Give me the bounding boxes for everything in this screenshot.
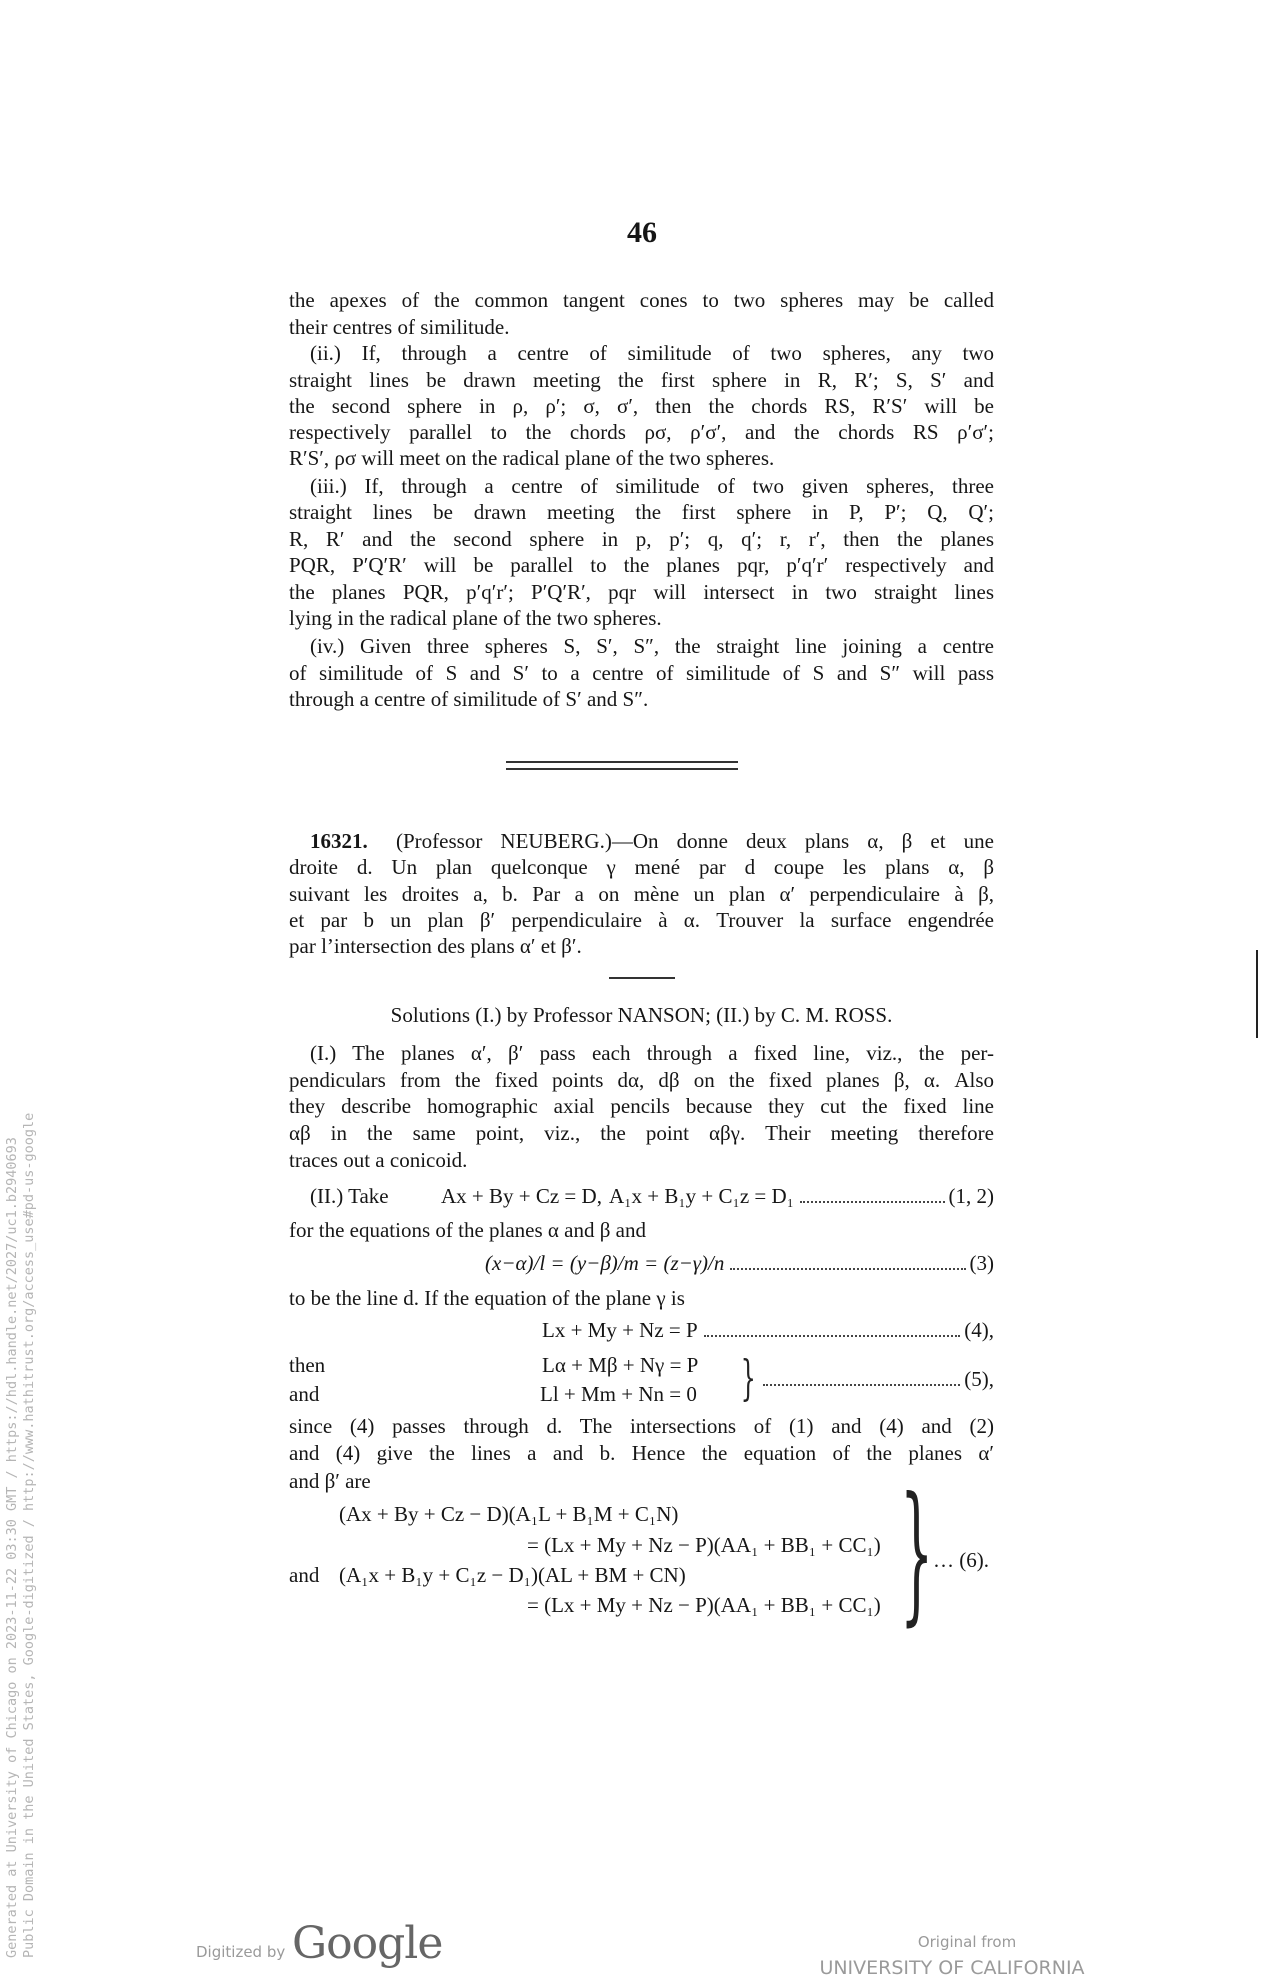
equation-4: Lx + My + Nz = P [542,1318,698,1342]
text-line: and β′ are [289,1469,371,1493]
text-line: R, R′ and the second sphere in p, p′; q, q′; r, r′, then the planes [289,527,994,551]
text-line: through a centre of similitude of S′ and S″. [289,687,649,711]
equation-label: … (6). [933,1548,989,1572]
text-line: αβ in the same point, viz., the point αβγ. Their meeting therefore [289,1121,994,1145]
equation-6b: = (Lx + My + Nz − P)(AA₁ + BB₁ + CC₁) [527,1533,881,1557]
equation-label: (4), [964,1318,994,1342]
text-line: straight lines be drawn meeting the first sphere in R, R′; S, S′ and [289,368,994,392]
text-line: their centres of similitude. [289,315,510,339]
body-text: to be the line d. If the equation of the plane γ is [289,1286,685,1310]
institution-label: UNIVERSITY OF CALIFORNIA [819,1957,1085,1979]
dot-leader [730,1268,965,1270]
equation-6c: (A₁x + B₁y + C₁z − D₁)(AL + BM + CN) [339,1563,686,1587]
text-line: et par b un plan β′ perpendiculaire à α. Trouver la surface engendrée [289,908,994,932]
google-logo: Google [292,1918,443,1969]
text-line: R′S′, ρσ will meet on the radical plane of the two spheres. [289,446,775,470]
text-line: traces out a conicoid. [289,1148,468,1172]
text-line: pendiculars from the fixed points dα, dβ on the fixed planes β, α. Also [289,1068,994,1092]
text-line: and (4) give the lines a and b. Hence the equation of the planes α′ [289,1441,994,1465]
original-from-label: Original from [917,1933,1017,1951]
text-line: PQR, P′Q′R′ will be parallel to the planes pqr, p′q′r′ respectively and [289,553,994,577]
equation-3-row [485,1250,994,1276]
equation-4-row [542,1317,994,1343]
equation-1: Ax + By + Cz = D, [441,1184,602,1208]
text-line: lying in the radical plane of the two spheres. [289,606,662,630]
equation-3: (x−α)/l = (y−β)/m = (z−γ)/n [485,1251,725,1275]
dot-leader [763,1384,960,1386]
equation-label: (1, 2) [948,1184,994,1208]
equation-6d: = (Lx + My + Nz − P)(AA₁ + BB₁ + CC₁) [527,1593,881,1617]
text-line: (iii.) If, through a centre of similitude of two given spheres, three [310,474,994,498]
short-rule [609,977,675,979]
equation-label: (3) [969,1251,994,1275]
equation-5-label-row [757,1366,994,1392]
text-line: the planes PQR, p′q′r′; P′Q′R′, pqr will intersect in two straight lines [289,580,994,604]
text-line: (I.) The planes α′, β′ pass each through a fixed line, viz., the per- [310,1041,994,1065]
then-label: then [289,1353,326,1377]
text-line: the apexes of the common tangent cones to two spheres may be called [289,288,994,312]
double-rule-top [506,761,738,763]
right-brace: } [740,1350,756,1406]
equation-label: (5), [964,1367,994,1391]
take-label: (II.) Take [310,1184,389,1208]
digitized-by-label: Digitized by [196,1943,286,1961]
text-line: they describe homographic axial pencils because they cut the fixed line [289,1094,994,1118]
page-number: 46 [627,216,657,249]
equation-5a: Lα + Mβ + Nγ = P [542,1353,699,1377]
right-brace: } [900,1466,934,1640]
text-line: the second sphere in ρ, ρ′; σ, σ′, then the chords RS, R′S′ will be [289,394,994,418]
double-rule-bottom [506,768,738,770]
body-text: for the equations of the planes α and β and [289,1218,646,1242]
text-line: par l’intersection des plans α′ et β′. [289,934,582,958]
text-line: respectively parallel to the chords ρσ, ρ′σ′, and the chords RS ρ′σ′; [289,420,994,444]
and-label: and [289,1382,320,1406]
text-line: straight lines be drawn meeting the first sphere in P, P′; Q, Q′; [289,500,994,524]
watermark-line-1: Generated at University of Chicago on 2023-11-22 03:30 GMT / https://hdl.handle.net/2027/uc1.b2940693 [4,1137,20,1958]
dot-leader [800,1201,945,1203]
text-line: droite d. Un plan quelconque γ mené par d coupe les plans α, β [289,855,994,879]
text-line: (iv.) Given three spheres S, S′, S″, the straight line joining a centre [310,634,994,658]
problem-number: 16321. [310,829,368,853]
text-line: (Professor NEUBERG.)—On donne deux plans α, β et une [396,829,994,853]
text-line: since (4) passes through d. The intersections of (1) and (4) and (2) [289,1414,994,1438]
equation-2: A₁x + B₁y + C₁z = D₁ [609,1184,794,1208]
watermark-line-2: Public Domain in the United States, Google-digitized / http://www.hathitrust.org/access_use#pd-us-google [21,1112,37,1958]
solutions-heading: Solutions (I.) by Professor NANSON; (II.) by C. M. ROSS. [390,1003,893,1027]
equation-2-row [609,1183,994,1209]
equation-6a: (Ax + By + Cz − D)(A₁L + B₁M + C₁N) [339,1502,679,1526]
text-line: (ii.) If, through a centre of similitude of two spheres, any two [310,341,994,365]
text-line: of similitude of S and S′ to a centre of similitude of S and S″ will pass [289,661,994,685]
dot-leader [704,1335,961,1337]
equation-5b: Ll + Mm + Nn = 0 [540,1382,697,1406]
and-label: and [289,1563,320,1587]
text-line: suivant les droites a, b. Par a on mène un plan α′ perpendiculaire à β, [289,882,994,906]
scan-mark [1256,950,1258,1038]
